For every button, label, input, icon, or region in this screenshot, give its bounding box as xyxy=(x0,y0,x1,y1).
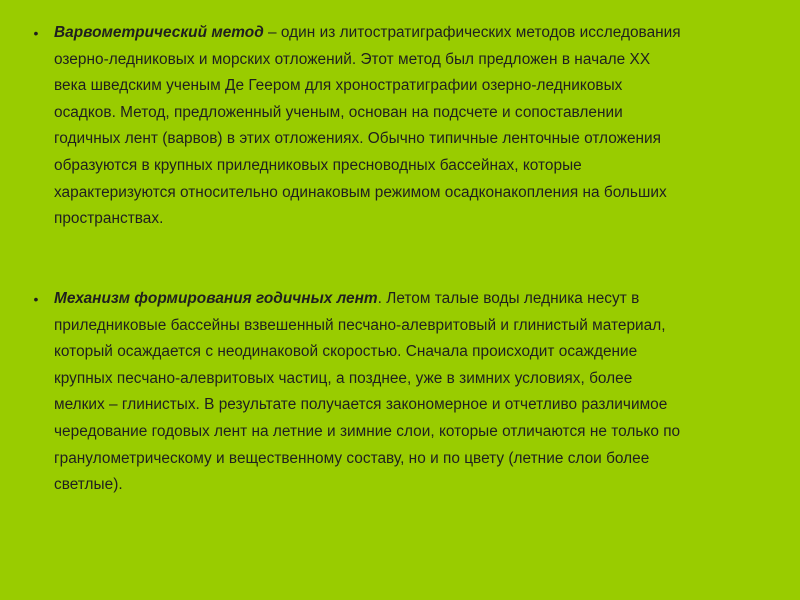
paragraph-line: приледниковые бассейны взвешенный песчано-алевритовый и глинистый материал, xyxy=(54,316,666,334)
bullet-varvometric-method xyxy=(33,20,782,233)
paragraph-line: осадков. Метод, предложенный ученым, основан на подсчете и сопоставлении xyxy=(54,103,623,121)
paragraph-line: светлые). xyxy=(54,476,123,494)
paragraph-line: чередование годовых лент на летние и зимние слои, которые отличаются не только по xyxy=(54,422,681,440)
paragraph-line: крупных песчано-алевритовых частиц, а позднее, уже в зимних условиях, более xyxy=(54,369,633,387)
paragraph-line xyxy=(54,286,782,313)
paragraph-line: мелких – глинистых. В результате получается закономерное и отчетливо различимое xyxy=(54,396,668,414)
paragraph-line: века шведским ученым Де Геером для хроностратиграфии озерно-ледниковых xyxy=(54,77,623,95)
term-varvometric-method: Варвометрический метод xyxy=(54,24,264,41)
bullet-marker: • xyxy=(33,291,39,307)
bullet-marker: • xyxy=(33,25,39,41)
paragraph-line: характеризуются относительно одинаковым режимом осадконакопления на больших xyxy=(54,183,667,201)
paragraph-line: годичных лент (варвов) в этих отложениях. Обычно типичные ленточные отложения xyxy=(54,130,662,148)
paragraph-line-text: . Летом талые воды ледника несут в xyxy=(377,290,640,307)
paragraph-line-text: – один из литостратиграфических методов исследования xyxy=(263,24,681,41)
paragraph-line xyxy=(54,20,782,47)
paragraph-line: который осаждается с неодинаковой скоростью. Сначала происходит осаждение xyxy=(54,343,638,361)
term-annual-layer-mechanism: Механизм формирования годичных лент xyxy=(54,290,378,307)
paragraph-line: озерно-ледниковых и морских отложений. Этот метод был предложен в начале ХХ xyxy=(54,50,651,68)
bullet-annual-layer-mechanism xyxy=(33,286,782,499)
paragraph-line: гранулометрическому и вещественному составу, но и по цвету (летние слои более xyxy=(54,449,650,467)
paragraph-line: пространствах. xyxy=(54,210,164,228)
paragraph-line: образуются в крупных приледниковых пресноводных бассейнах, которые xyxy=(54,156,582,174)
